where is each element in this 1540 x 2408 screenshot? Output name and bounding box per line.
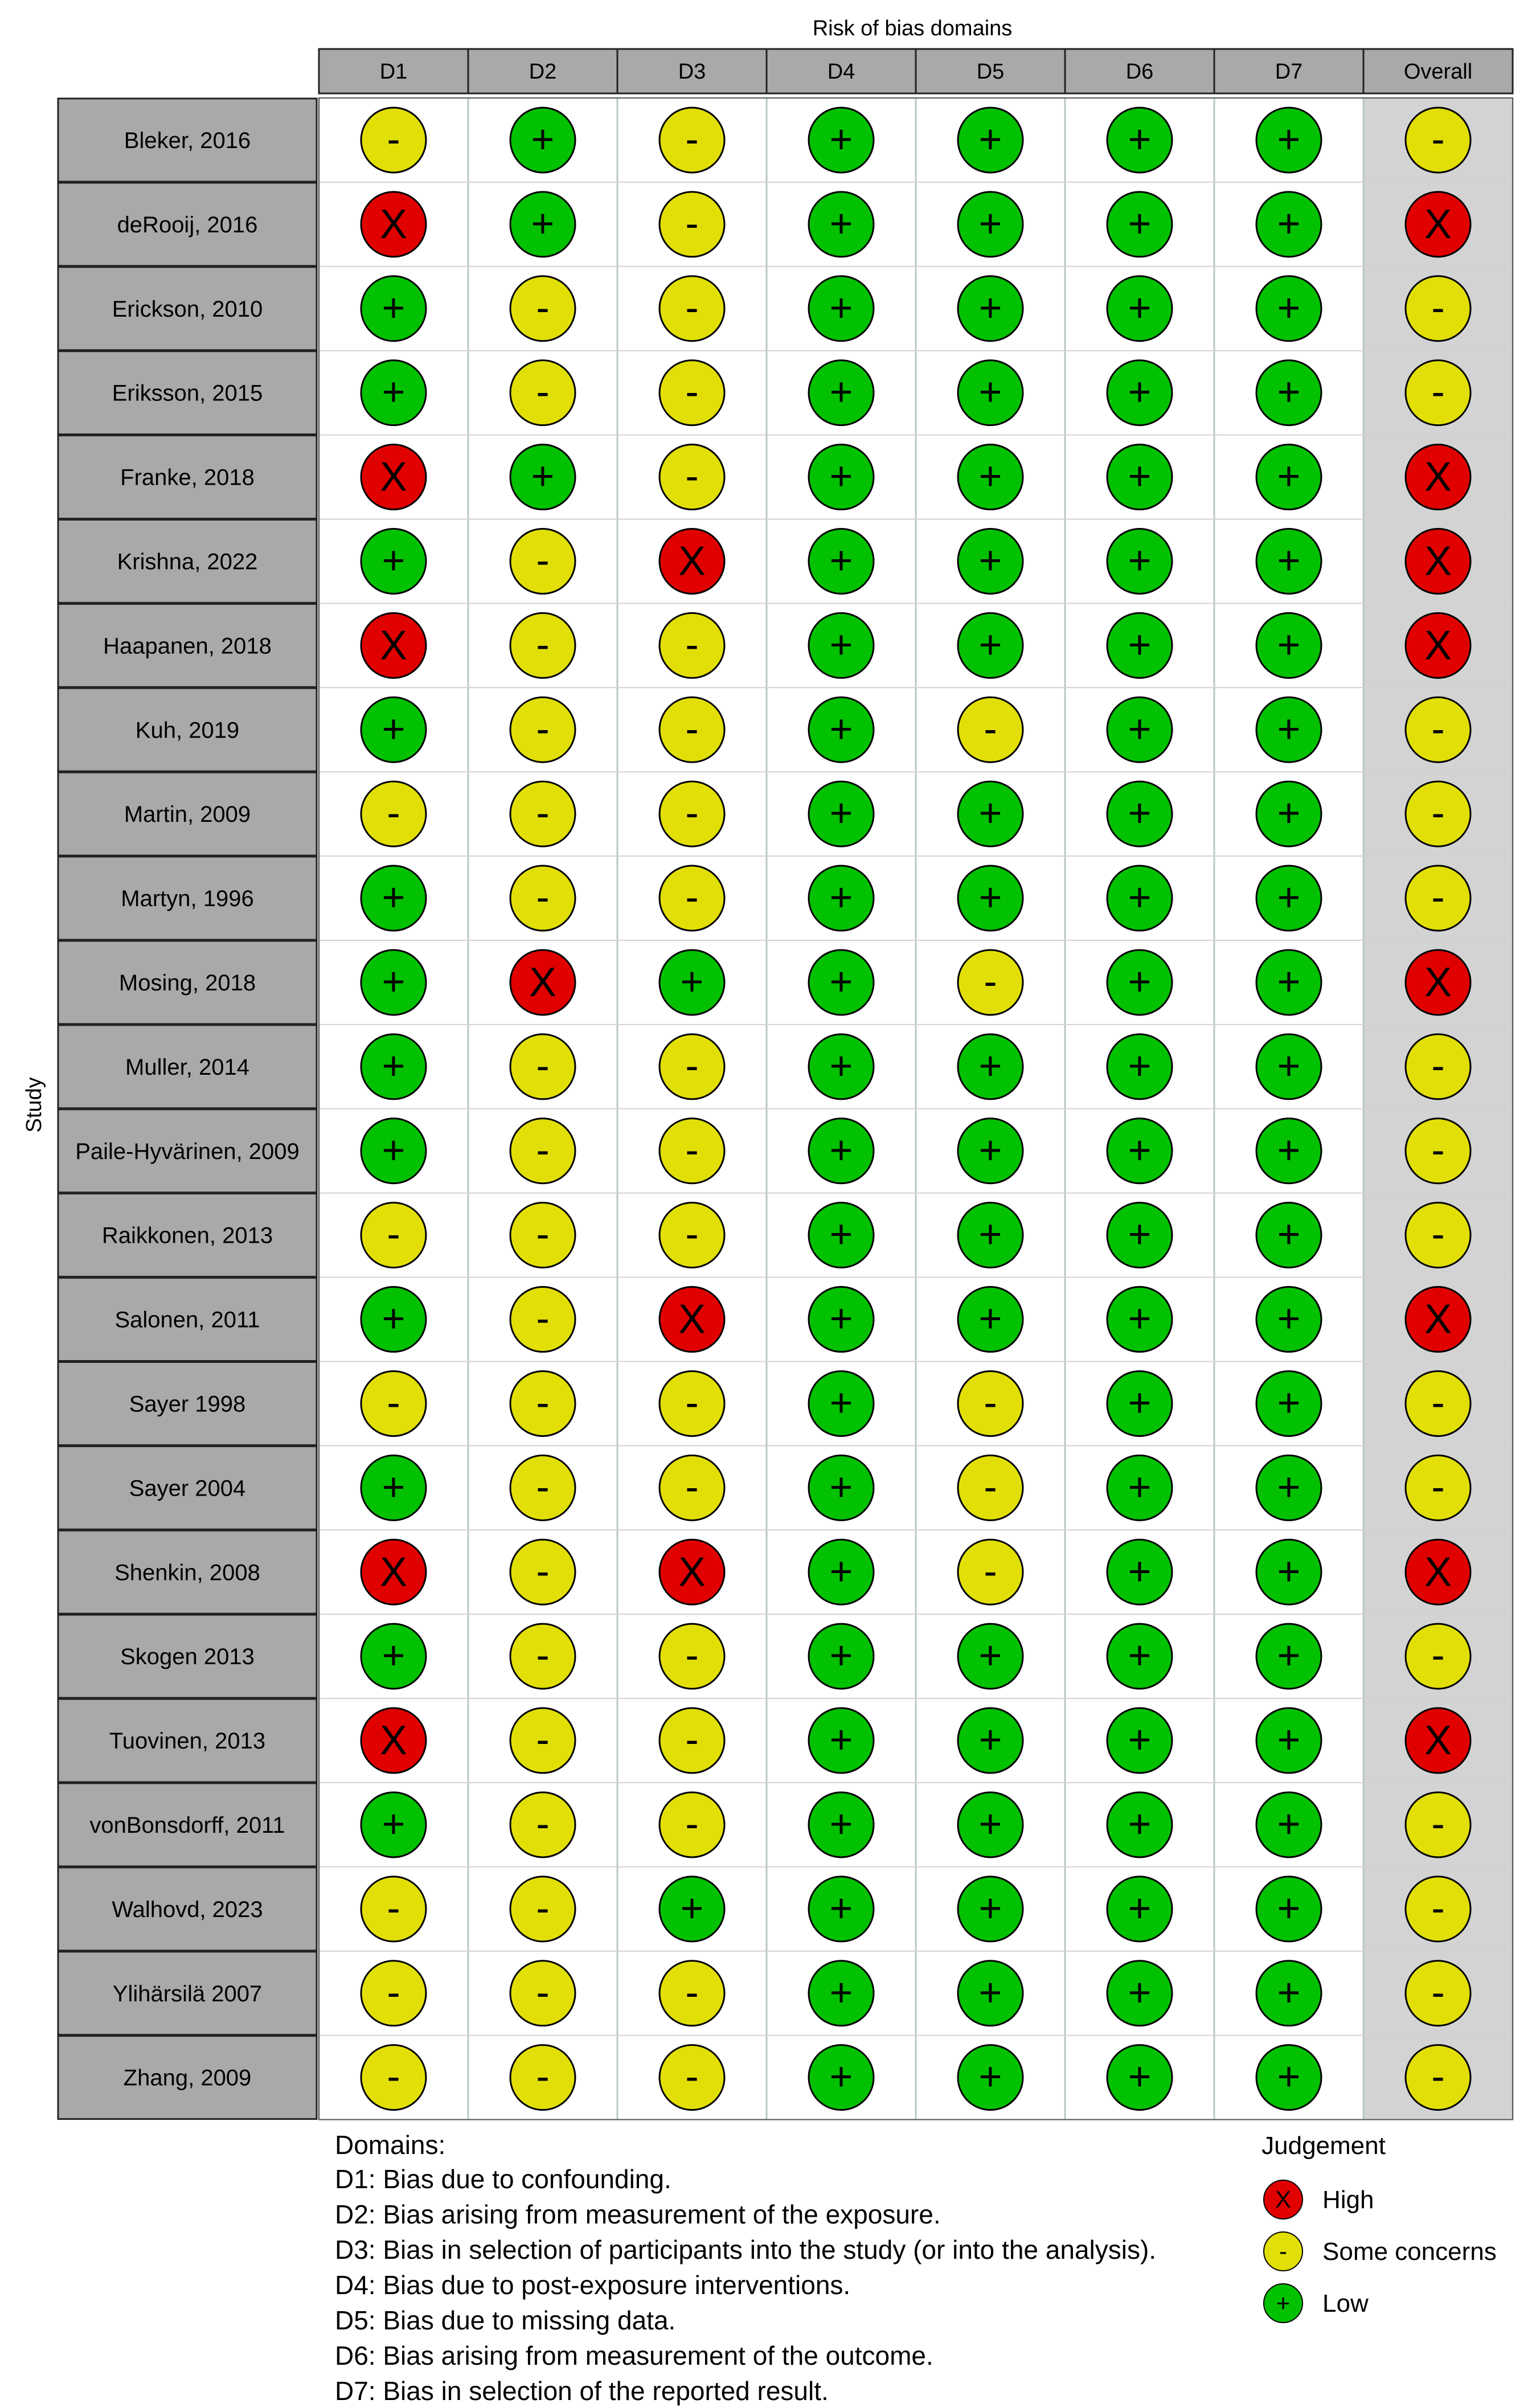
judgement-symbol: +: [1277, 285, 1301, 330]
judgement-symbol: -: [1431, 875, 1445, 920]
judgement-symbol: +: [978, 369, 1002, 414]
judgement-symbol: -: [387, 1885, 400, 1930]
judgement-symbol: +: [1128, 622, 1152, 667]
judgement-symbol: +: [531, 200, 555, 245]
judgement-symbol: +: [1277, 791, 1301, 836]
judgement-symbol: -: [984, 706, 997, 751]
legend-label: High: [1322, 2186, 1374, 2214]
judgement-symbol: -: [536, 1464, 550, 1509]
judgement-symbol: +: [1128, 1969, 1152, 2014]
domain-description: D7: Bias in selection of the reported result.: [335, 2376, 829, 2406]
study-label: Kuh, 2019: [135, 718, 240, 743]
judgement-symbol: +: [829, 875, 853, 920]
column-header-label: D1: [379, 60, 408, 84]
judgement-symbol: +: [382, 706, 406, 751]
study-label: Tuovinen, 2013: [109, 1729, 266, 1754]
judgement-symbol: +: [1277, 1549, 1301, 1594]
judgement-symbol: -: [685, 1464, 699, 1509]
study-label: Eriksson, 2015: [112, 380, 263, 406]
judgement-symbol: +: [1277, 875, 1301, 920]
judgement-symbol: +: [680, 959, 704, 1004]
column-header-label: D7: [1275, 60, 1303, 84]
domain-description: D2: Bias arising from measurement of the exposure.: [335, 2200, 941, 2229]
study-label: Sayer 1998: [129, 1391, 246, 1417]
judgement-symbol: +: [978, 1969, 1002, 2014]
judgement-symbol: -: [1431, 1211, 1445, 1256]
judgement-symbol: +: [829, 2054, 853, 2099]
judgement-symbol: +: [829, 622, 853, 667]
judgement-symbol: +: [1128, 1549, 1152, 1594]
study-label: Franke, 2018: [120, 465, 255, 490]
judgement-symbol: +: [829, 116, 853, 161]
judgement-symbol: -: [536, 285, 550, 330]
judgement-symbol: +: [1277, 706, 1301, 751]
judgement-symbol: +: [978, 1801, 1002, 1846]
judgement-symbol: +: [1128, 538, 1152, 583]
judgement-symbol: +: [1128, 791, 1152, 836]
judgement-symbol: -: [984, 1380, 997, 1425]
judgement-symbol: -: [685, 200, 699, 245]
judgement-symbol: X: [379, 623, 408, 669]
legend-label: Some concerns: [1322, 2238, 1497, 2266]
judgement-symbol: -: [1431, 1380, 1445, 1425]
judgement-symbol: +: [829, 369, 853, 414]
judgement-symbol: +: [1128, 1885, 1152, 1930]
domains-heading: Domains:: [335, 2130, 446, 2160]
column-headers: [319, 49, 1513, 93]
judgement-symbol: -: [685, 706, 699, 751]
judgement-symbol: -: [1431, 1633, 1445, 1678]
judgement-symbol: +: [978, 875, 1002, 920]
study-label: Paile-Hyvärinen, 2009: [75, 1139, 300, 1164]
judgement-symbol: +: [829, 200, 853, 245]
judgement-symbol: -: [387, 2054, 400, 2099]
judgement-symbol: +: [829, 453, 853, 498]
judgement-symbol: +: [1277, 959, 1301, 1004]
column-header-label: D6: [1125, 60, 1154, 84]
judgement-symbol: +: [829, 1380, 853, 1425]
judgement-symbol: X: [1424, 1549, 1452, 1595]
judgement-symbol: -: [536, 622, 550, 667]
judgement-symbol: -: [536, 1296, 550, 1341]
judgement-symbol: -: [984, 1549, 997, 1594]
judgement-symbol: +: [1277, 200, 1301, 245]
judgement-symbol: -: [536, 791, 550, 836]
domain-description: D3: Bias in selection of participants into the study (or into the analysis).: [335, 2235, 1157, 2264]
judgement-symbol: +: [1277, 1633, 1301, 1678]
study-label: Ylihärsilä 2007: [112, 1981, 263, 2006]
judgement-symbol: -: [536, 1717, 550, 1762]
judgement-symbol: -: [1431, 1801, 1445, 1846]
judgement-symbol: +: [1277, 369, 1301, 414]
study-label: Martin, 2009: [124, 802, 251, 828]
judgement-symbol: +: [829, 1127, 853, 1172]
study-label: Skogen 2013: [120, 1644, 255, 1670]
judgement-symbol: +: [829, 1885, 853, 1930]
study-label: Martyn, 1996: [121, 886, 254, 912]
judgement-symbol: +: [978, 453, 1002, 498]
legend: [1262, 2132, 1497, 2323]
judgement-symbol: -: [1431, 1043, 1445, 1088]
domain-descriptions: [335, 2130, 1156, 2406]
judgement-symbol: -: [685, 875, 699, 920]
judgement-symbol: -: [1431, 1127, 1445, 1172]
judgement-symbol: -: [536, 2054, 550, 2099]
judgement-symbol: +: [829, 1549, 853, 1594]
column-header-label: D4: [827, 60, 855, 84]
judgement-symbol: +: [1128, 285, 1152, 330]
judgement-symbol: -: [387, 791, 400, 836]
study-label: Mosing, 2018: [118, 970, 256, 996]
domain-description: D5: Bias due to missing data.: [335, 2305, 676, 2335]
judgement-symbol: X: [678, 538, 706, 584]
judgement-symbol: -: [387, 116, 400, 161]
judgement-symbol: X: [379, 1549, 408, 1595]
legend-symbol: X: [1275, 2186, 1292, 2213]
judgement-symbol: +: [829, 1969, 853, 2014]
judgement-symbol: +: [1128, 116, 1152, 161]
column-header-label: Overall: [1403, 60, 1473, 84]
judgement-symbol: +: [382, 285, 406, 330]
judgement-symbol: +: [978, 1717, 1002, 1762]
judgement-symbol: -: [536, 1969, 550, 2014]
judgement-symbol: +: [1128, 2054, 1152, 2099]
judgement-symbol: X: [1424, 1296, 1452, 1342]
judgement-symbol: +: [978, 1127, 1002, 1172]
judgement-symbol: -: [536, 1127, 550, 1172]
judgement-symbol: -: [685, 1043, 699, 1088]
judgement-symbol: +: [978, 1211, 1002, 1256]
judgement-symbol: X: [678, 1296, 706, 1342]
study-label: deRooij, 2016: [117, 212, 258, 237]
column-header-label: D3: [678, 60, 706, 84]
study-label: Shenkin, 2008: [114, 1560, 260, 1586]
judgement-symbol: +: [382, 538, 406, 583]
judgement-symbol: +: [1128, 1717, 1152, 1762]
judgement-symbol: +: [1128, 1464, 1152, 1509]
study-label: Krishna, 2022: [117, 549, 258, 575]
judgement-symbol: +: [382, 1296, 406, 1341]
judgement-symbol: +: [1128, 706, 1152, 751]
judgement-symbol: -: [1431, 369, 1445, 414]
judgement-symbol: +: [978, 285, 1002, 330]
legend-title: Judgement: [1262, 2132, 1386, 2160]
judgement-symbol: -: [387, 1969, 400, 2014]
judgement-symbol: X: [379, 454, 408, 500]
judgement-symbol: +: [1277, 2054, 1301, 2099]
judgement-symbol: -: [1431, 791, 1445, 836]
domain-description: D6: Bias arising from measurement of the outcome.: [335, 2341, 933, 2370]
judgement-symbol: -: [1431, 116, 1445, 161]
judgement-symbol: -: [1431, 2054, 1445, 2099]
judgement-symbol: -: [685, 1633, 699, 1678]
judgement-symbol: +: [1277, 1043, 1301, 1088]
judgement-symbol: +: [1277, 622, 1301, 667]
judgement-symbol: -: [685, 116, 699, 161]
chart-title: Risk of bias domains: [812, 17, 1013, 40]
judgement-symbol: +: [1128, 959, 1152, 1004]
study-label: Haapanen, 2018: [103, 633, 272, 659]
judgement-symbol: -: [984, 959, 997, 1004]
judgement-symbol: +: [382, 1127, 406, 1172]
judgement-symbol: +: [1128, 1633, 1152, 1678]
judgement-symbol: +: [978, 622, 1002, 667]
judgement-symbol: +: [1128, 1127, 1152, 1172]
judgement-symbol: +: [531, 453, 555, 498]
judgement-symbol: +: [1277, 1801, 1301, 1846]
judgement-symbol: -: [536, 1043, 550, 1088]
judgement-symbol: +: [382, 875, 406, 920]
judgement-symbol: -: [1431, 1969, 1445, 2014]
judgement-symbol: X: [1424, 959, 1452, 1005]
judgement-symbol: +: [978, 1633, 1002, 1678]
judgement-symbol: +: [829, 1801, 853, 1846]
judgement-symbol: +: [1277, 116, 1301, 161]
judgement-symbol: X: [1424, 623, 1452, 669]
legend-label: Low: [1322, 2290, 1369, 2317]
judgement-symbol: -: [685, 1801, 699, 1846]
judgement-symbol: -: [536, 1380, 550, 1425]
judgement-symbol: +: [1277, 1717, 1301, 1762]
domain-description: D1: Bias due to confounding.: [335, 2164, 671, 2194]
judgement-symbol: -: [685, 285, 699, 330]
column-header-label: D5: [976, 60, 1005, 84]
judgement-symbol: -: [536, 1549, 550, 1594]
judgement-symbol: -: [1431, 285, 1445, 330]
judgement-symbol: +: [1277, 1380, 1301, 1425]
legend-symbol: +: [1276, 2290, 1291, 2316]
judgement-symbol: +: [1277, 453, 1301, 498]
judgement-symbol: +: [829, 1296, 853, 1341]
study-label: Raikkonen, 2013: [101, 1223, 273, 1248]
judgement-symbol: X: [1424, 201, 1452, 247]
study-label: vonBonsdorff, 2011: [89, 1812, 285, 1838]
study-label: Salonen, 2011: [114, 1307, 260, 1333]
judgement-symbol: +: [382, 1633, 406, 1678]
judgement-symbol: +: [978, 2054, 1002, 2099]
judgement-symbol: X: [1424, 1718, 1452, 1764]
column-header-label: D2: [529, 60, 557, 84]
judgement-symbol: +: [978, 538, 1002, 583]
judgement-symbol: +: [829, 1717, 853, 1762]
judgement-symbol: +: [1128, 1043, 1152, 1088]
judgement-symbol: +: [1128, 875, 1152, 920]
judgement-symbol: -: [685, 1380, 699, 1425]
judgement-symbol: +: [829, 1633, 853, 1678]
judgement-symbol: -: [685, 369, 699, 414]
judgement-symbol: +: [1128, 1296, 1152, 1341]
study-label: Erickson, 2010: [112, 296, 263, 322]
judgement-symbol: X: [379, 1718, 408, 1764]
judgement-symbol: +: [382, 959, 406, 1004]
judgement-symbol: +: [978, 200, 1002, 245]
judgement-symbol: +: [382, 1043, 406, 1088]
judgement-symbol: -: [387, 1380, 400, 1425]
judgement-symbol: +: [1128, 453, 1152, 498]
domain-description: D4: Bias due to post-exposure interventions.: [335, 2270, 851, 2300]
judgement-symbol: +: [1128, 200, 1152, 245]
judgement-symbol: +: [978, 1043, 1002, 1088]
judgement-symbol: X: [678, 1549, 706, 1595]
study-label: Walhovd, 2023: [112, 1897, 263, 1922]
judgement-symbol: +: [1128, 369, 1152, 414]
judgement-symbol: -: [685, 1127, 699, 1172]
judgement-symbol: +: [1128, 1211, 1152, 1256]
judgement-symbol: -: [685, 453, 699, 498]
judgement-symbol: -: [685, 1969, 699, 2014]
judgement-symbol: -: [1431, 1464, 1445, 1509]
judgement-symbol: -: [536, 1211, 550, 1256]
judgement-symbol: +: [531, 116, 555, 161]
judgement-symbol: +: [680, 1885, 704, 1930]
judgement-symbol: -: [685, 1717, 699, 1762]
study-label: Muller, 2014: [125, 1054, 249, 1080]
judgement-symbol: +: [978, 1885, 1002, 1930]
legend-symbol: -: [1279, 2238, 1287, 2264]
judgement-symbol: -: [536, 1885, 550, 1930]
judgement-symbol: +: [829, 1211, 853, 1256]
judgement-symbol: +: [1277, 1211, 1301, 1256]
judgement-symbol: +: [1277, 1885, 1301, 1930]
judgement-symbol: +: [829, 1043, 853, 1088]
study-label: Bleker, 2016: [124, 128, 251, 153]
judgement-symbol: +: [978, 116, 1002, 161]
judgement-symbol: X: [379, 201, 408, 247]
judgement-symbol: -: [387, 1211, 400, 1256]
judgement-symbol: +: [829, 706, 853, 751]
judgement-symbol: X: [1424, 454, 1452, 500]
judgement-symbol: +: [978, 1296, 1002, 1341]
judgement-symbol: X: [1424, 538, 1452, 584]
judgement-symbol: +: [1277, 1969, 1301, 2014]
judgement-symbol: +: [1277, 1127, 1301, 1172]
judgement-symbol: +: [382, 1464, 406, 1509]
study-label: Sayer 2004: [129, 1476, 246, 1501]
judgement-symbol: +: [829, 285, 853, 330]
judgement-symbol: +: [382, 1801, 406, 1846]
judgement-symbol: +: [382, 369, 406, 414]
judgement-symbol: +: [829, 1464, 853, 1509]
judgement-symbol: +: [978, 791, 1002, 836]
judgement-symbol: -: [685, 2054, 699, 2099]
judgement-symbol: X: [529, 959, 557, 1005]
judgement-symbol: -: [685, 1211, 699, 1256]
judgement-symbol: -: [685, 791, 699, 836]
judgement-symbol: -: [536, 1633, 550, 1678]
judgement-symbol: -: [1431, 1885, 1445, 1930]
judgement-symbol: +: [1128, 1380, 1152, 1425]
judgement-symbol: +: [829, 538, 853, 583]
judgement-symbol: -: [1431, 706, 1445, 751]
judgement-symbol: -: [536, 538, 550, 583]
judgement-symbol: -: [685, 622, 699, 667]
judgement-symbol: +: [1128, 1801, 1152, 1846]
judgement-symbol: -: [536, 369, 550, 414]
judgement-symbol: +: [1277, 1296, 1301, 1341]
judgement-symbol: -: [984, 1464, 997, 1509]
study-label: Zhang, 2009: [123, 2065, 252, 2091]
y-axis-label: Study: [22, 1077, 46, 1133]
judgement-symbol: +: [1277, 538, 1301, 583]
judgement-symbol: -: [536, 1801, 550, 1846]
grid-layer: [319, 98, 1513, 2120]
judgement-symbol: +: [829, 791, 853, 836]
judgement-symbol: +: [829, 959, 853, 1004]
judgement-symbol: -: [536, 706, 550, 751]
judgement-symbol: +: [1277, 1464, 1301, 1509]
judgement-symbol: -: [536, 875, 550, 920]
